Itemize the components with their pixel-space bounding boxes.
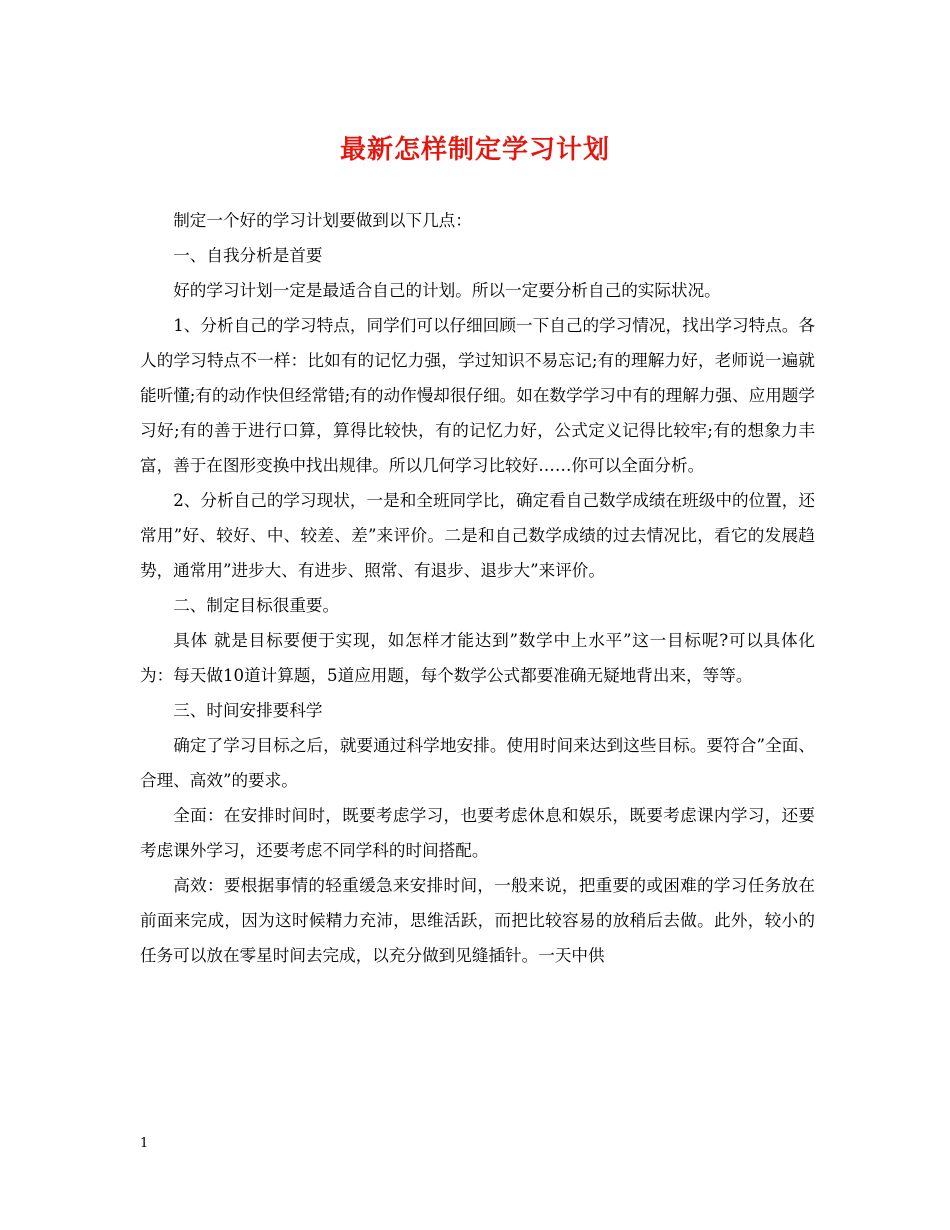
document-title: 最新怎样制定学习计划 bbox=[339, 135, 610, 165]
page-number: 1 bbox=[140, 1136, 149, 1151]
paragraph: 2、分析自己的学习现状，一是和全班同学比，确定看自己数学成绩在班级中的位置，还常用”好、较好、中、较差、差”来评价。二是和自己数学成绩的过去情况比，看它的发展趋势，通常用”进步大、有进步、照常、有退步、退步大”来评价。 bbox=[140, 491, 815, 580]
paragraph-intro: 制定一个好的学习计划要做到以下几点： bbox=[173, 211, 472, 230]
paragraph: 高效：要根据事情的轻重缓急来安排时间，一般来说，把重要的或困难的学习任务放在前面来完成，因为这时候精力充沛，思维活跃，而把比较容易的放稍后去做。此外，较小的任务可以放在零星时间去完成，以充分做到见缝插针。一天中供 bbox=[140, 876, 815, 965]
section-heading-3: 三、时间安排要科学 bbox=[173, 701, 323, 720]
paragraph: 具体 就是目标要便于实现，如怎样才能达到”数学中上水平”这一目标呢?可以具体化为：每天做10道计算题，5道应用题，每个数学公式都要准确无疑地背出来，等等。 bbox=[140, 631, 815, 685]
paragraph: 1、分析自己的学习特点，同学们可以仔细回顾一下自己的学习情况，找出学习特点。各人的学习特点不一样：比如有的记忆力强，学过知识不易忘记;有的理解力好，老师说一遍就能听懂;有的动作快但经常错;有的动作慢却很仔细。如在数学学习中有的理解力强、应用题学习好;有的善于进行口算，算得比较快，有的记忆力好，公式定义记得比较牢;有的想象力丰富，善于在图形变换中找出规律。所以几何学习比较好……你可以全面分析。 bbox=[140, 316, 815, 475]
document-body bbox=[140, 203, 815, 973]
paragraph: 全面：在安排时间时，既要考虑学习，也要考虑休息和娱乐，既要考虑课内学习，还要考虑课外学习，还要考虑不同学科的时间搭配。 bbox=[140, 806, 815, 860]
paragraph: 确定了学习目标之后，就要通过科学地安排。使用时间来达到这些目标。要符合”全面、合理、高效”的要求。 bbox=[140, 736, 815, 790]
section-heading-2: 二、制定目标很重要。 bbox=[173, 596, 340, 615]
section-heading-1: 一、自我分析是首要 bbox=[173, 246, 323, 265]
paragraph: 好的学习计划一定是最适合自己的计划。所以一定要分析自己的实际状况。 bbox=[173, 281, 721, 300]
